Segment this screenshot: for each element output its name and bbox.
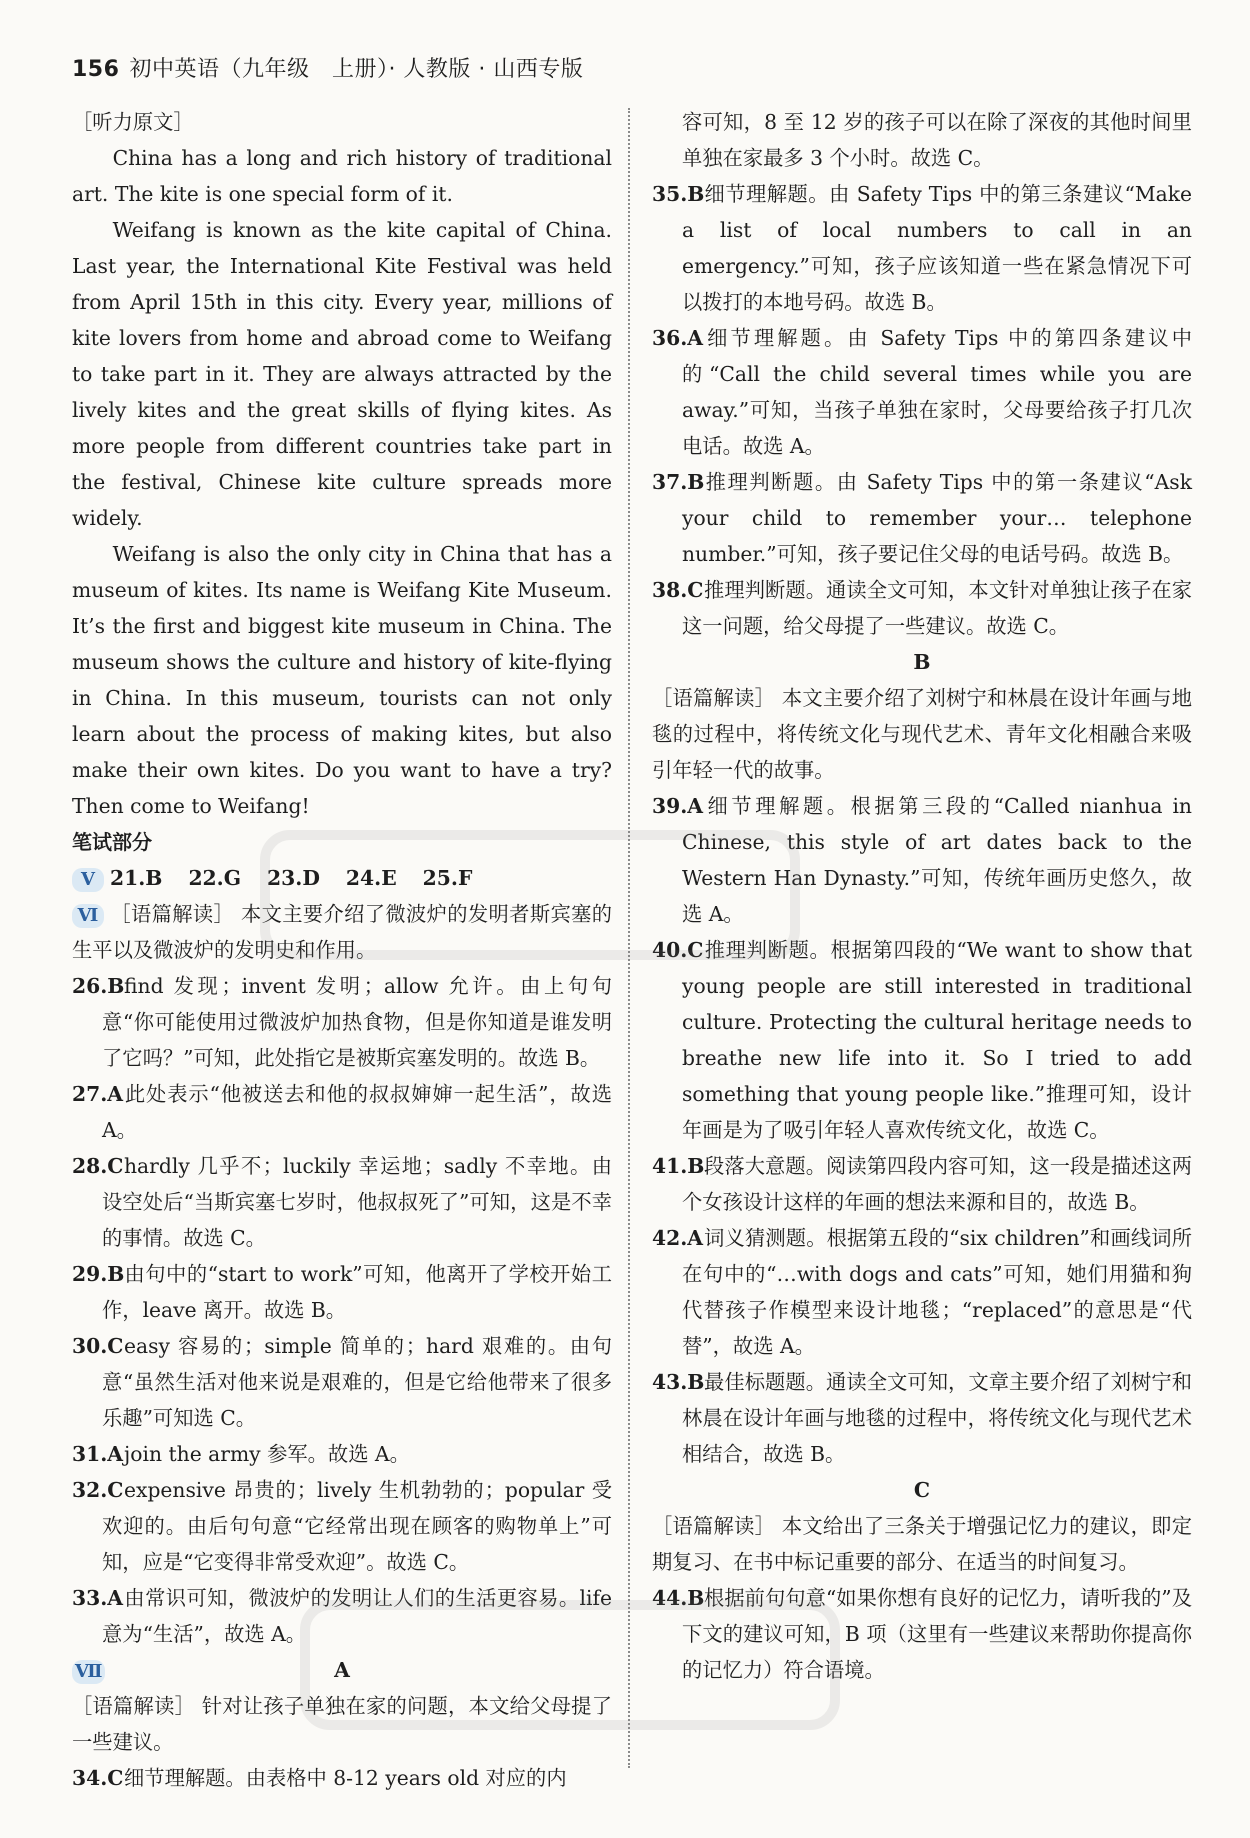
written-heading: 笔试部分 — [72, 830, 152, 854]
question-number: 34.C — [72, 1766, 124, 1790]
section-numeral: Ⅶ — [72, 1660, 105, 1684]
subsection-label: C — [913, 1478, 931, 1502]
listening-heading: ［听力原文］ — [72, 110, 194, 134]
answer-item — [72, 1760, 612, 1796]
explanation: expensive 昂贵的；lively 生机勃勃的；popular 受欢迎的。由后句句意“它经常出现在顾客的购物单上”可知，应是“它变得非常受欢迎”。故选 C。 — [102, 1478, 612, 1574]
intro-text: 本文主要介绍了微波炉的发明者斯宾塞的生平以及微波炉的发明史和作用。 — [72, 902, 612, 962]
explanation: 此处表示“他被送去和他的叔叔婶婶一起生活”，故选 A。 — [102, 1082, 612, 1142]
answer-item — [72, 1256, 612, 1328]
explanation: 细节理解题。根据第三段的“Called nianhua in Chinese, this style of art dates back to the Western Han Dynasty.”可知，传统年画历史悠久，故选 A。 — [682, 794, 1192, 926]
answer: 23.D — [267, 866, 320, 890]
question-number: 35.B — [652, 182, 705, 206]
answer: 22.G — [188, 866, 242, 890]
answer-item — [72, 1436, 612, 1472]
question-number: 39.A — [652, 794, 704, 818]
page-header — [72, 52, 583, 83]
explanation: join the army 参军。故选 A。 — [124, 1442, 410, 1466]
answer-item — [652, 320, 1192, 464]
question-number: 42.A — [652, 1226, 704, 1250]
explanation: hardly 几乎不；luckily 幸运地；sadly 不幸地。由设空处后“当斯宾塞七岁时，他叔叔死了”可知，这是不幸的事情。故选 C。 — [102, 1154, 612, 1250]
explanation: 细节理解题。由 Safety Tips 中的第三条建议“Make a list of local numbers to call in an emergency.”可知，孩子应该知道一些在紧急情况下可以拨打的本地号码。故选 B。 — [682, 182, 1192, 314]
question-number: 30.C — [72, 1334, 124, 1358]
question-number: 29.B — [72, 1262, 125, 1286]
answer-item — [652, 176, 1192, 320]
left-column — [72, 104, 612, 1796]
section-7-intro — [72, 1688, 612, 1760]
explanation: 细节理解题。由 Safety Tips 中的第四条建议中的“Call the child several times while you are away.”可知，当孩子单独在家时，父母要给孩子打几次电话。故选 A。 — [682, 326, 1192, 458]
answer: 21.B — [110, 866, 163, 890]
question-number: 41.B — [652, 1154, 705, 1178]
intro-label: ［语篇解读］ — [72, 1694, 196, 1718]
listening-paragraph: China has a long and rich history of traditional art. The kite is one special form of it. — [72, 146, 612, 206]
intro-text: 本文主要介绍了刘树宁和林晨在设计年画与地毯的过程中，将传统文化与现代艺术、青年文化相融合来吸引年轻一代的故事。 — [652, 686, 1192, 782]
answer-item — [72, 1328, 612, 1436]
answer-item — [652, 788, 1192, 932]
question-number: 43.B — [652, 1370, 705, 1394]
explanation: find 发现；invent 发明；allow 允许。由上句句意“你可能使用过微波炉加热食物，但是你知道是谁发明了它吗？”可知，此处指它是被斯宾塞发明的。故选 B。 — [102, 974, 612, 1070]
answer-item — [652, 572, 1192, 644]
subsection-label: B — [913, 650, 931, 674]
answer-item — [72, 1076, 612, 1148]
book-title: 初中英语（九年级 上册）· 人教版 · 山西专版 — [129, 57, 584, 82]
explanation: 根据前句句意“如果你想有良好的记忆力，请听我的”及下文的建议可知，B 项（这里有一些建议来帮助你提高你的记忆力）符合语境。 — [682, 1586, 1192, 1682]
question-number: 38.C — [652, 578, 704, 602]
section-numeral: Ⅵ — [72, 904, 104, 928]
explanation: 段落大意题。阅读第四段内容可知，这一段是描述这两个女孩设计这样的年画的想法来源和目的，故选 B。 — [682, 1154, 1192, 1214]
question-number: 31.A — [72, 1442, 124, 1466]
question-number: 26.B — [72, 974, 125, 998]
listening-paragraph: Weifang is known as the kite capital of China. Last year, the International Kite Festival was held from April 15th in this city. Every year, millions of kite lovers from home and abroad come to Weifang to take part in it. They are always attracted by the lively kites and the great skills of flying kites. As more people from different countries take part in the festival, Chinese kite culture spreads more widely. — [72, 218, 612, 530]
answer: 24.E — [345, 866, 397, 890]
page-number: 156 — [72, 57, 120, 82]
question-number: 27.A — [72, 1082, 124, 1106]
explanation: 推理判断题。通读全文可知，本文针对单独让孩子在家这一问题，给父母提了一些建议。故选 C。 — [682, 578, 1192, 638]
answer-item — [72, 1148, 612, 1256]
section-5-answers — [72, 860, 612, 896]
explanation: 词义猜测题。根据第五段的“six children”和画线词所在句中的“…with dogs and cats”可知，她们用猫和狗代替孩子作模型来设计地毯；“replaced”的意思是“代替”，故选 A。 — [682, 1226, 1192, 1358]
intro-text: 针对让孩子单独在家的问题，本文给父母提了一些建议。 — [72, 1694, 612, 1754]
answer-item — [652, 1220, 1192, 1364]
question-number: 32.C — [72, 1478, 124, 1502]
question-number: 37.B — [652, 470, 705, 494]
answer-item — [652, 464, 1192, 572]
answer-item — [652, 1148, 1192, 1220]
answer-item — [652, 932, 1192, 1148]
explanation: 最佳标题题。通读全文可知，文章主要介绍了刘树宁和林晨在设计年画与地毯的过程中，将传统文化与现代艺术相结合，故选 B。 — [682, 1370, 1192, 1466]
answer: 25.F — [422, 866, 473, 890]
intro-label: ［语篇解读］ — [652, 1514, 776, 1538]
question-number: 40.C — [652, 938, 704, 962]
continued-text: 容可知，8 至 12 岁的孩子可以在除了深夜的其他时间里单独在家最多 3 个小时。故选 C。 — [682, 110, 1192, 170]
column-divider — [628, 108, 630, 1768]
answer-item — [72, 968, 612, 1076]
intro-text: 本文给出了三条关于增强记忆力的建议，即定期复习、在书中标记重要的部分、在适当的时间复习。 — [652, 1514, 1192, 1574]
explanation: 由常识可知，微波炉的发明让人们的生活更容易。life 意为“生活”，故选 A。 — [102, 1586, 612, 1646]
explanation: 由句中的“start to work”可知，他离开了学校开始工作，leave 离开。故选 B。 — [102, 1262, 612, 1322]
question-number: 28.C — [72, 1154, 124, 1178]
intro-label: ［语篇解读］ — [652, 686, 776, 710]
question-number: 36.A — [652, 326, 704, 350]
answer-item — [72, 1472, 612, 1580]
intro-label: ［语篇解读］ — [110, 902, 235, 926]
section-b-intro — [652, 680, 1192, 788]
subsection-label: A — [334, 1658, 350, 1682]
answer-item — [652, 1364, 1192, 1472]
explanation: easy 容易的；simple 简单的；hard 艰难的。由句意“虽然生活对他来说是艰难的，但是它给他带来了很多乐趣”可知选 C。 — [102, 1334, 612, 1430]
section-c-intro — [652, 1508, 1192, 1580]
section-6-intro — [72, 896, 612, 968]
question-number: 33.A — [72, 1586, 124, 1610]
answer-item — [72, 1580, 612, 1652]
answer-item — [652, 1580, 1192, 1688]
section-numeral: Ⅴ — [72, 868, 104, 892]
explanation: 细节理解题。由表格中 8-12 years old 对应的内 — [124, 1766, 567, 1790]
explanation: 推理判断题。根据第四段的“We want to show that young people are still interested in traditional culture. Protecting the cultural heritage needs to breathe new life into it. So I tried to add something that young people like.”推理可知，设计年画是为了吸引年轻人喜欢传统文化，故选 C。 — [682, 938, 1192, 1142]
listening-paragraph: Weifang is also the only city in China that has a museum of kites. Its name is Weifang Kite Museum. It’s the first and biggest kite museum in China. The museum shows the culture and history of kite-flying in China. In this museum, tourists can not only learn about the process of making kites, but also make their own kites. Do you want to have a try? Then come to Weifang! — [72, 542, 612, 818]
question-number: 44.B — [652, 1586, 705, 1610]
explanation: 推理判断题。由 Safety Tips 中的第一条建议“Ask your child to remember your… telephone number.”可知，孩子要记住父母的电话号码。故选 B。 — [682, 470, 1192, 566]
section-7-header — [72, 1652, 612, 1688]
right-column — [652, 104, 1192, 1688]
